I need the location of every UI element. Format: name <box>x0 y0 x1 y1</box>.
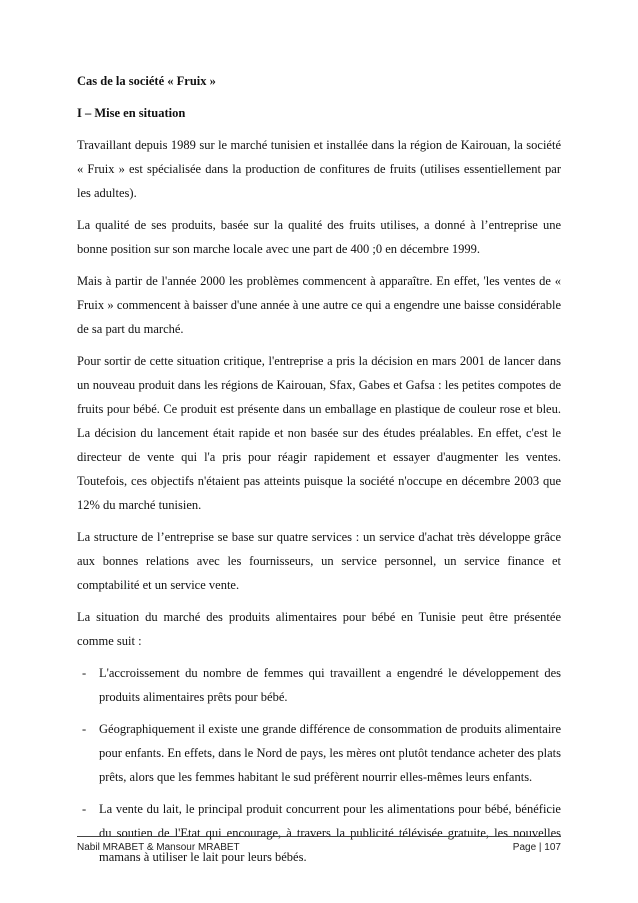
page-footer <box>77 840 561 856</box>
section-heading: I – Mise en situation <box>77 106 186 120</box>
list-item-text: La vente du lait, le principal produit concurrent pour les alimentations pour bébé, bénéficie du soutien de l'Etat qui encourage, à travers la publicité télévisée gratuite, les nouvelles mamans à utiliser le lait pour leurs bébés. <box>99 802 561 864</box>
document-title: Cas de la société « Fruix » <box>77 74 216 88</box>
document-body <box>77 69 561 877</box>
paragraph: La situation du marché des produits alimentaires pour bébé en Tunisie peut être présentée comme suit : <box>77 610 561 648</box>
list-item <box>77 797 561 869</box>
list-item-text: L'accroissement du nombre de femmes qui travaillent a engendré le développement des produits alimentaires prêts pour bébé. <box>99 666 561 704</box>
list-item <box>77 717 561 789</box>
bullet-marker: - <box>82 722 87 736</box>
footer-divider <box>77 836 561 837</box>
bullet-marker: - <box>82 666 87 680</box>
bullet-list <box>77 661 561 869</box>
paragraph: Travaillant depuis 1989 sur le marché tunisien et installée dans la région de Kairouan, la société « Fruix » est spécialisée dans la production de confitures de fruits (utilises essentiellement par les adultes). <box>77 138 561 200</box>
bullet-marker: - <box>82 802 87 816</box>
footer-authors: Nabil MRABET & Mansour MRABET <box>77 842 240 853</box>
page-number: Page | 107 <box>512 842 561 853</box>
paragraph: Mais à partir de l'année 2000 les problèmes commencent à apparaître. En effet, 'les ventes de « Fruix » commencent à baisser d'une année à une autre ce qui a engendre une baisse considérable de sa part du marché. <box>77 274 561 336</box>
list-item <box>77 661 561 709</box>
list-item-text: Géographiquement il existe une grande différence de consommation de produits alimentaire pour enfants. En effets, dans le Nord de pays, les mères ont plutôt tendance acheter des plats prêts, alors que les femmes habitant le sud préfèrent nourrir elles-mêmes leurs enfants. <box>99 722 561 784</box>
paragraph: La structure de l’entreprise se base sur quatre services : un service d'achat très développe grâce aux bonnes relations avec les fournisseurs, un service personnel, un service finance et comptabilité et un service vente. <box>77 530 561 592</box>
paragraph: La qualité de ses produits, basée sur la qualité des fruits utilises, a donné à l’entreprise une bonne position sur son marche locale avec une part de 400 ;0 en décembre 1999. <box>77 218 561 256</box>
paragraph: Pour sortir de cette situation critique, l'entreprise a pris la décision en mars 2001 de lancer dans un nouveau produit dans les régions de Kairouan, Sfax, Gabes et Gafsa : les petites compotes de fruits pour bébé. Ce produit est présente dans un emballage en plastique de couleur rose et bleu. La décision du lancement était rapide et non basée sur des études préalables. En effet, c'est le directeur de vente qui l'a pris pour réagir rapidement et essayer d'augmenter les ventes. Toutefois, ces objectifs n'étaient pas atteints puisque la société n'occupe en décembre 2003 que 12% du marché tunisien. <box>77 354 561 512</box>
